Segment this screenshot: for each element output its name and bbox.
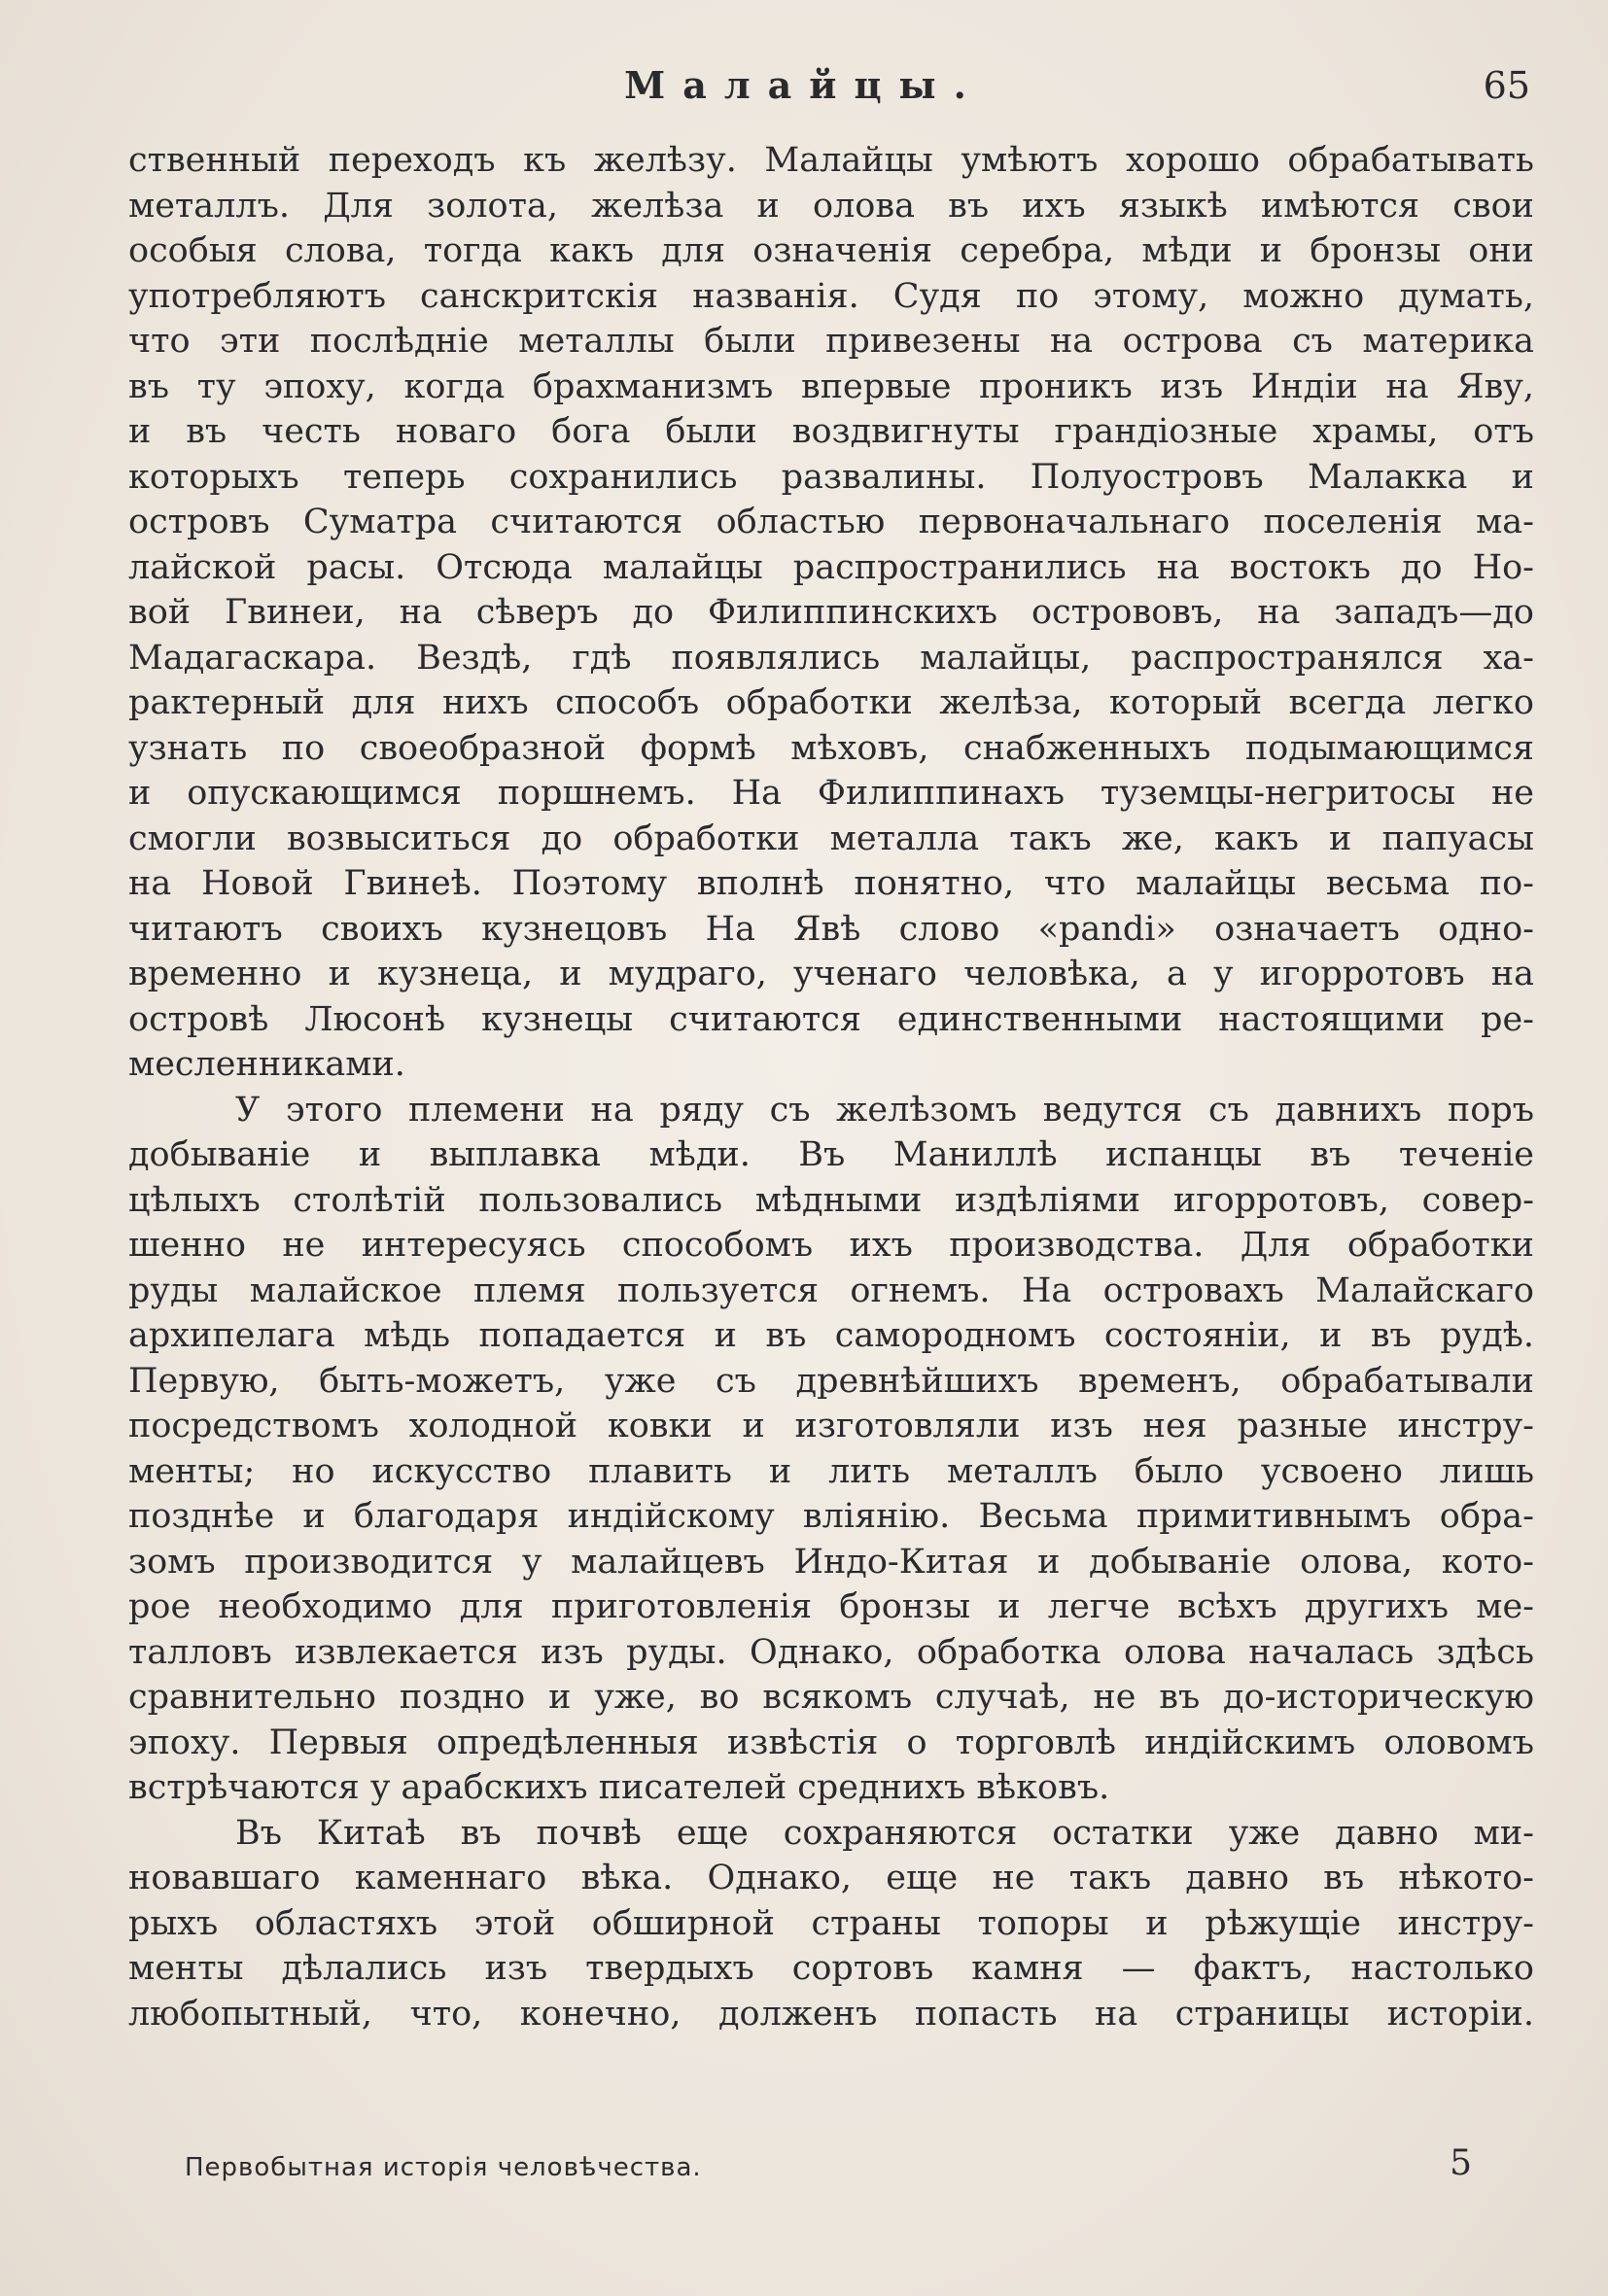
text-line: архипелага мѣдь попадается и въ самородномъ состояніи, и въ рудѣ.: [128, 1316, 1534, 1355]
text-line: сравнительно поздно и уже, во всякомъ случаѣ, не въ до-историческую: [128, 1678, 1534, 1717]
text-line: употребляютъ санскритскія названія. Судя по этому, можно думать,: [128, 276, 1534, 316]
book-title: Первобытная исторія человѣчества.: [185, 2153, 702, 2182]
text-line: смогли возвыситься до обработки металла такъ же, какъ и папуасы: [128, 818, 1534, 858]
text-line: зомъ производится у малайцевъ Индо-Китая и добываніе олова, кото-: [128, 1542, 1534, 1582]
text-line: цѣлыхъ столѣтій пользовались мѣдными издѣліями игорротовъ, совер-: [128, 1180, 1534, 1220]
paragraph-2: [128, 1088, 1534, 1811]
text-line: которыхъ теперь сохранились развалины. Полуостровъ Малакка и: [128, 457, 1534, 497]
signature-mark: 5: [1450, 2143, 1472, 2183]
text-line: руды малайское племя пользуется огнемъ. На островахъ Малайскаго: [128, 1270, 1534, 1310]
text-line: рактерный для нихъ способъ обработки желѣза, который всегда легко: [128, 683, 1534, 722]
text-line: новавшаго каменнаго вѣка. Однако, еще не такъ давно въ нѣкото-: [128, 1859, 1534, 1897]
text-line: рыхъ областяхъ этой обширной страны топоры и рѣжущіе инстру-: [128, 1903, 1534, 1943]
text-line: островѣ Люсонѣ кузнецы считаются единственными настоящими ре-: [128, 999, 1534, 1039]
text-line: лайской расы. Отсюда малайцы распространились на востокъ до Но-: [128, 547, 1534, 587]
text-line: встрѣчаются у арабскихъ писателей среднихъ вѣковъ.: [128, 1768, 1110, 1807]
text-line: и въ честь новаго бога были воздвигнуты грандіозные храмы, отъ: [128, 412, 1534, 451]
text-line: вой Гвинеи, на сѣверъ до Филиппинскихъ острововъ, на западъ—до: [128, 593, 1534, 632]
text-line: временно и кузнеца, и мудраго, ученаго человѣка, а у игорротовъ на: [128, 955, 1534, 993]
text-line: Въ Китаѣ въ почвѣ еще сохраняются остатки уже давно ми-: [235, 1813, 1534, 1853]
text-line: Мадагаскара. Вездѣ, гдѣ появлялись малайцы, распространялся ха-: [128, 638, 1534, 678]
text-line: на Новой Гвинеѣ. Поэтому вполнѣ понятно, что малайцы весьма по-: [128, 864, 1534, 903]
text-line: въ ту эпоху, когда брахманизмъ впервые проникъ изъ Индіи на Яву,: [128, 366, 1534, 406]
text-line: любопытный, что, конечно, долженъ попасть на страницы исторіи.: [128, 1994, 1534, 2034]
text-line: рое необходимо для приготовленія бронзы и легче всѣхъ другихъ ме-: [128, 1587, 1534, 1626]
text-line: островъ Суматра считаются областью первоначальнаго поселенія ма-: [128, 503, 1534, 541]
text-line: особыя слова, тогда какъ для означенія серебра, мѣди и бронзы они: [128, 231, 1534, 270]
text-line: узнать по своеобразной формѣ мѣховъ, снабженныхъ подымающимся: [128, 728, 1534, 768]
text-line: ственный переходъ къ желѣзу. Малайцы умѣютъ хорошо обрабатывать: [128, 141, 1534, 180]
text-line: Первую, быть-можетъ, уже съ древнѣйшихъ временъ, обрабатывали: [128, 1361, 1534, 1401]
text-line: У этого племени на ряду съ желѣзомъ ведутся съ давнихъ поръ: [235, 1090, 1534, 1130]
page-body: [128, 138, 1534, 2036]
text-line: менты дѣлались изъ твердыхъ сортовъ камня — фактъ, настолько: [128, 1949, 1534, 1988]
text-line: и опускающимся поршнемъ. На Филиппинахъ туземцы-негритосы не: [128, 774, 1534, 813]
text-line: что эти послѣдніе металлы были привезены на острова съ материка: [128, 322, 1534, 361]
text-line: шенно не интересуясь способомъ ихъ производства. Для обработки: [128, 1226, 1534, 1265]
text-line: металлъ. Для золота, желѣза и олова въ ихъ языкѣ имѣются свои: [128, 186, 1534, 226]
text-line: читаютъ своихъ кузнецовъ На Явѣ слово «pandi» означаетъ одно-: [128, 909, 1534, 949]
text-line: месленниками.: [128, 1045, 405, 1084]
page-footer: [0, 2143, 1608, 2197]
paragraph-3: [128, 1811, 1534, 2037]
paragraph-1: [128, 138, 1534, 1088]
running-title: Малайцы.: [624, 63, 984, 107]
page-number: 65: [1483, 64, 1530, 107]
text-line: талловъ извлекается изъ руды. Однако, обработка олова началась здѣсь: [128, 1632, 1534, 1672]
text-line: позднѣе и благодаря индійскому вліянію. Весьма примитивнымъ обра-: [128, 1497, 1534, 1536]
text-line: посредствомъ холодной ковки и изготовляли изъ нея разные инстру-: [128, 1407, 1534, 1445]
text-line: добываніе и выплавка мѣди. Въ Маниллѣ испанцы въ теченіе: [128, 1135, 1534, 1174]
text-line: эпоху. Первыя опредѣленныя извѣстія о торговлѣ индійскимъ оловомъ: [128, 1722, 1534, 1762]
text-line: менты; но искусство плавить и лить металлъ было усвоено лишь: [128, 1451, 1534, 1491]
page-header: [0, 60, 1608, 119]
